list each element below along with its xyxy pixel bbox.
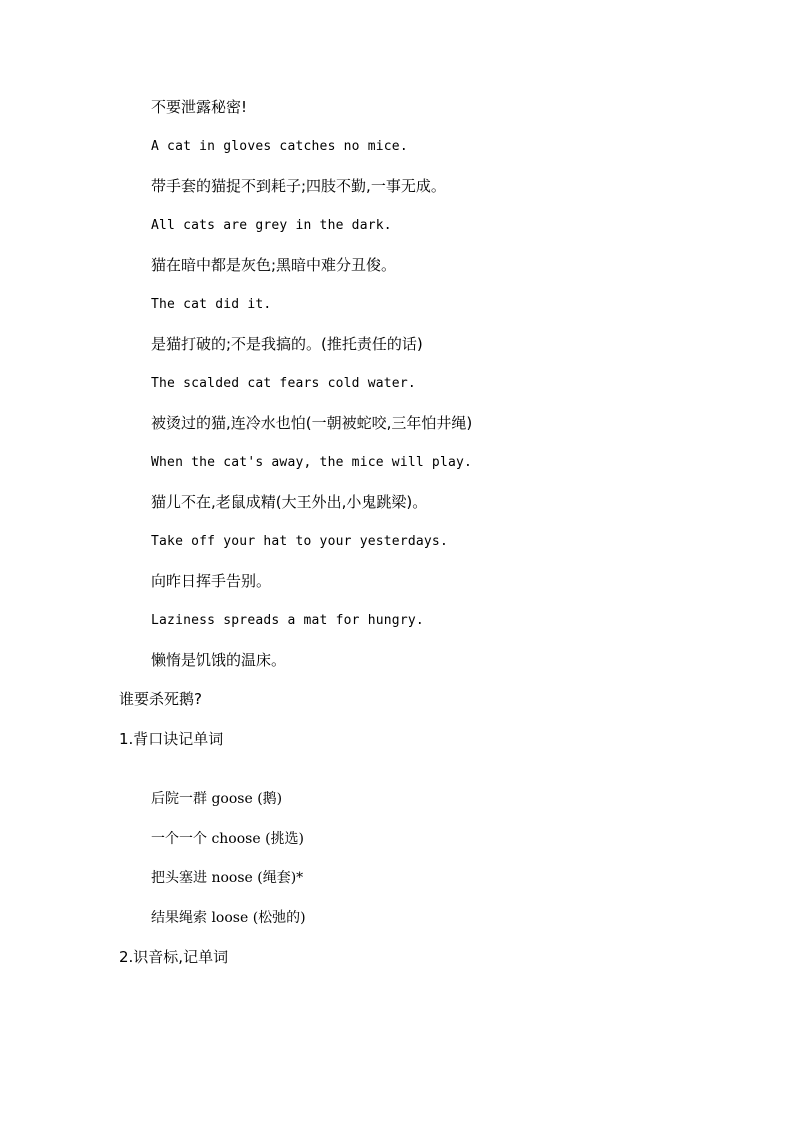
proverb-line: 被烫过的猫,连冷水也怕(一朝被蛇咬,三年怕井绳) xyxy=(151,414,473,432)
proverb-line: The scalded cat fears cold water. xyxy=(151,376,416,391)
proverb-line: 向昨日挥手告别。 xyxy=(151,572,272,590)
proverb-line: 猫在暗中都是灰色;黑暗中难分丑俊。 xyxy=(151,256,397,274)
mnemonic-line: 结果绳索 loose (松弛的) xyxy=(151,910,306,926)
proverb-line: 是猫打破的;不是我搞的。(推托责任的话) xyxy=(151,335,423,353)
proverb-line: 不要泄露秘密! xyxy=(151,98,248,116)
proverb-line: Take off your hat to your yesterdays. xyxy=(151,534,448,549)
subsection-heading: 1.背口诀记单词 xyxy=(119,730,224,748)
mnemonic-line: 把头塞进 noose (绳套)* xyxy=(151,870,304,886)
proverb-line: All cats are grey in the dark. xyxy=(151,218,392,233)
proverb-line: The cat did it. xyxy=(151,297,272,312)
subsection-heading: 2.识音标,记单词 xyxy=(119,948,229,966)
proverb-line: 猫儿不在,老鼠成精(大王外出,小鬼跳梁)。 xyxy=(151,493,428,511)
proverb-line: A cat in gloves catches no mice. xyxy=(151,139,408,154)
mnemonic-line: 后院一群 goose (鹅) xyxy=(151,791,283,807)
mnemonic-line: 一个一个 choose (挑选) xyxy=(151,831,305,847)
proverb-line: When the cat's away, the mice will play. xyxy=(151,455,473,470)
proverb-line: 带手套的猫捉不到耗子;四肢不勤,一事无成。 xyxy=(151,177,446,195)
section-heading: 谁要杀死鹅? xyxy=(119,690,202,708)
proverb-line: Laziness spreads a mat for hungry. xyxy=(151,613,424,628)
proverb-line: 懒惰是饥饿的温床。 xyxy=(151,651,287,669)
